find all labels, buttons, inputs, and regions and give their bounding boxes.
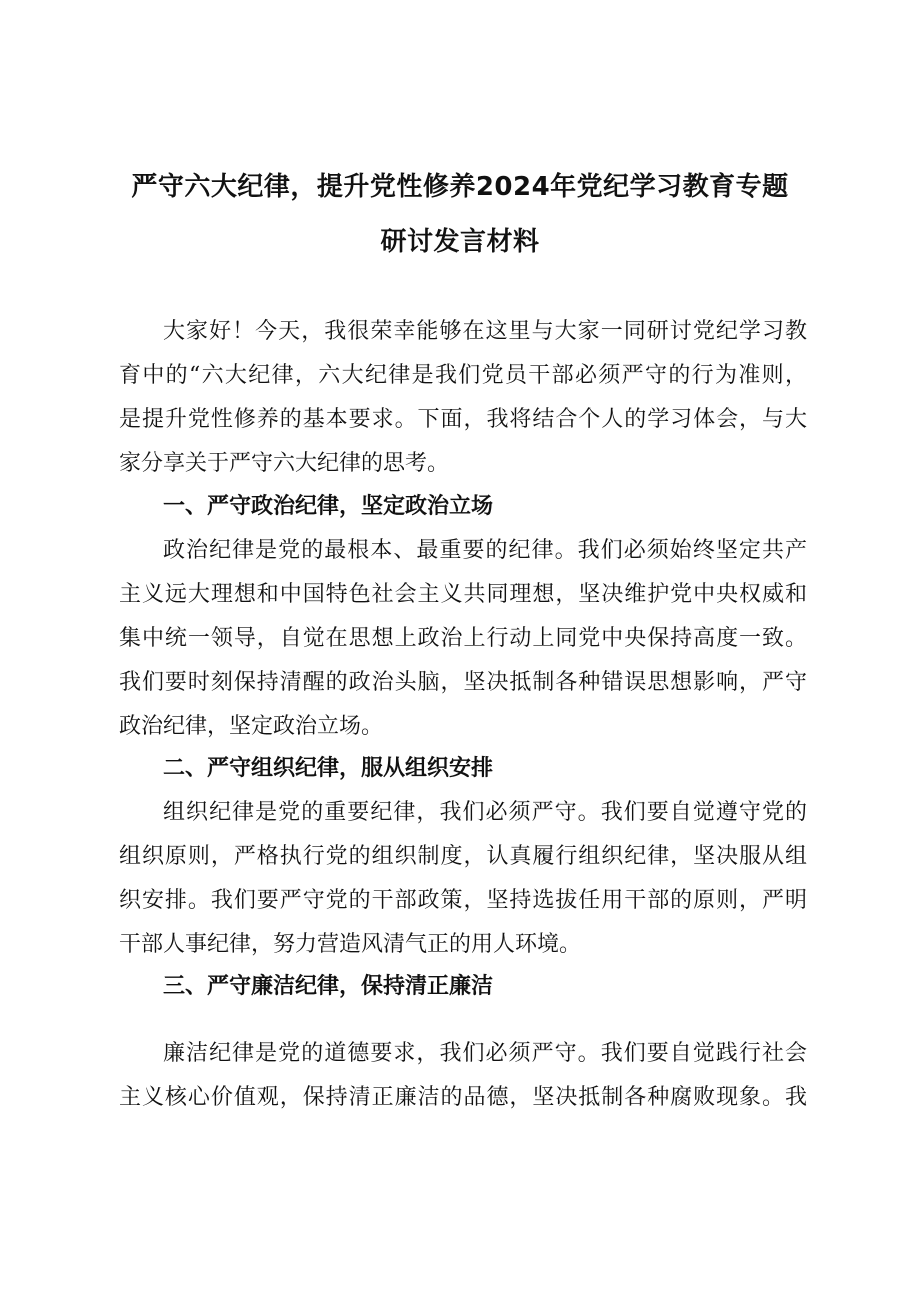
intro-line: 家分享关于严守六大纪律的思考。 xyxy=(119,451,450,476)
section-2-heading: 二、严守组织纪律，服从组织安排 xyxy=(163,756,494,781)
intro-line: 育中的“六大纪律，六大纪律是我们党员干部必须严守的行为准则， xyxy=(119,363,807,388)
section-1-heading: 一、严守政治纪律，坚定政治立场 xyxy=(163,494,494,519)
section-2-line: 织安排。我们要严守党的干部政策，坚持选拔任用干部的原则，严明 xyxy=(119,888,807,913)
section-3-line: 廉洁纪律是党的道德要求，我们必须严守。我们要自觉践行社会 xyxy=(163,1041,807,1066)
document-title-line-1: 严守六大纪律，提升党性修养2024年党纪学习教育专题 xyxy=(131,172,789,202)
section-3-line: 主义核心价值观，保持清正廉洁的品德，坚决抵制各种腐败现象。我 xyxy=(119,1085,807,1110)
section-2-line: 干部人事纪律，努力营造风清气正的用人环境。 xyxy=(119,932,582,957)
section-1-line: 我们要时刻保持清醒的政治头脑，坚决抵制各种错误思想影响，严守 xyxy=(119,670,807,695)
section-3-heading: 三、严守廉洁纪律，保持清正廉洁 xyxy=(163,974,494,999)
intro-line: 大家好！今天，我很荣幸能够在这里与大家一同研讨党纪学习教 xyxy=(163,319,807,344)
section-2-line: 组织纪律是党的重要纪律，我们必须严守。我们要自觉遵守党的 xyxy=(163,800,807,825)
section-1-line: 集中统一领导，自觉在思想上政治上行动上同党中央保持高度一致。 xyxy=(119,626,807,651)
section-1-line: 政治纪律是党的最根本、最重要的纪律。我们必须始终坚定共产 xyxy=(163,538,807,563)
section-1-line: 主义远大理想和中国特色社会主义共同理想，坚决维护党中央权威和 xyxy=(119,582,807,607)
section-1-line: 政治纪律，坚定政治立场。 xyxy=(119,714,384,739)
section-2-line: 组织原则，严格执行党的组织制度，认真履行组织纪律，坚决服从组 xyxy=(119,844,807,869)
document-title-line-2: 研讨发言材料 xyxy=(380,227,540,257)
intro-line: 是提升党性修养的基本要求。下面，我将结合个人的学习体会，与大 xyxy=(119,407,807,432)
